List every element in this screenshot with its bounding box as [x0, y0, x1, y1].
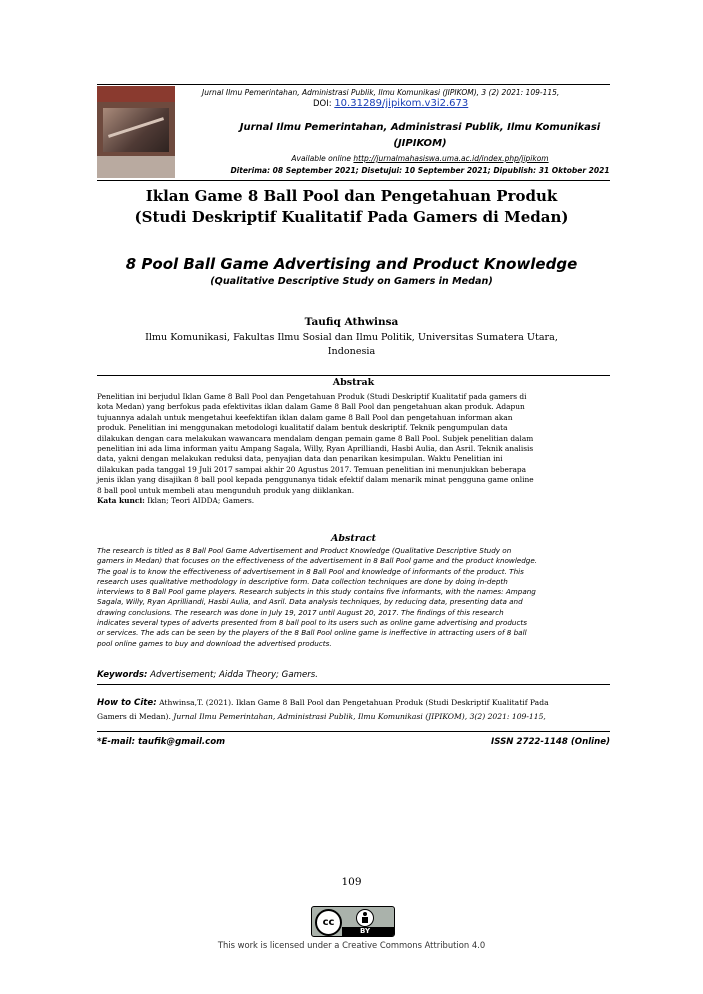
author-affiliation — [90, 331, 613, 359]
abstrak-line: dilakukan dengan cara melakukan wawancara mendalam dengan pemain game 8 Ball Pool. Subjek penelitian dalam — [97, 433, 534, 443]
available-online-line — [200, 154, 640, 164]
abstract-line: indicates several types of adverts presented from 8 ball pool to its users such as online game advertising and products — [97, 618, 527, 628]
how-to-cite-journal: Jurnal Ilmu Pemerintahan, Administrasi Publik, Ilmu Komunikasi (JIPIKOM), 3(2) 2021: 109-115, — [173, 712, 546, 721]
cite-rule — [97, 731, 610, 732]
abstract-keywords — [97, 670, 610, 680]
abstrak-heading: Abstrak — [332, 377, 375, 388]
abstrak-line: Penelitian ini berjudul Iklan Game 8 Ball Pool dan Pengetahuan Produk (Studi Deskriptif Kualitatif pada gamers di — [97, 392, 527, 401]
journal-title-line2: (JIPIKOM) — [393, 138, 447, 149]
abstract-line: drawing conclusions. The research was done in July 19, 2017 until August 20, 2017. The findings of this research — [97, 607, 504, 617]
abstract-line: Sagala, Willy, Ryan Aprilliandi, Hasbi Aulia, and Asril. Data analysis techniques, by reducing data, presenting data and — [97, 597, 523, 607]
abstract-line: or services. The ads can be seen by the players of the 8 Ball Pool online game is ineffective in attracting users of 8 ball — [97, 628, 527, 638]
available-online-label: Available online — [291, 154, 352, 163]
abstract-rule-bottom — [97, 684, 610, 685]
by-label: BY — [360, 927, 371, 935]
abstract-keywords-label: Keywords: — [97, 670, 148, 680]
journal-title-line1: Jurnal Ilmu Pemerintahan, Administrasi Publik, Ilmu Komunikasi — [239, 122, 601, 133]
title-indonesian-line2: (Studi Deskriptif Kualitatif Pada Gamers di Medan) — [134, 208, 569, 226]
abstract-heading: Abstract — [330, 533, 377, 544]
doi-link[interactable]: 10.31289/jipikom.v3i2.673 — [334, 98, 469, 109]
how-to-cite-text1: Athwinsa,T. (2021). Iklan Game 8 Ball Pool dan Pengetahuan Produk (Studi Deskriptif Kualitatif Pada — [156, 698, 549, 707]
subtitle-english: (Qualitative Descriptive Study on Gamers in Medan) — [210, 276, 493, 287]
affiliation-line1: Ilmu Komunikasi, Fakultas Ilmu Sosial dan Ilmu Politik, Universitas Sumatera Utara, — [145, 332, 558, 343]
affiliation-line2: Indonesia — [327, 346, 376, 357]
doi-label: DOI: — [313, 99, 332, 109]
how-to-cite-text2: Gamers di Medan). — [97, 712, 174, 721]
abstrak-line: tujuannya adalah untuk mengetahui keefektifan iklan dalam game 8 Ball Pool dan pengetahuan informan akan — [97, 412, 513, 422]
attribution-person-icon — [356, 909, 374, 927]
abstrak-line: penelitian ini ada lima informan yaitu Ampang Sagala, Willy, Ryan Aprilliandi, Hasbi Aulia, dan Asril. Teknik analisis — [97, 444, 534, 454]
cc-logo-text: cc — [322, 917, 335, 928]
how-to-cite-label: How to Cite: — [97, 698, 157, 708]
abstrak-line: data, yakni dengan melakukan reduksi data, penyajian data dan penarikan kesimpulan. Waktu Penelitian ini — [97, 454, 503, 464]
header-rule-top — [97, 84, 610, 85]
abstract-line: interviews to 8 Ball Pool game players. Research subjects in this study contains five informants, with the names: Ampang — [97, 587, 536, 597]
abstrak-body — [97, 392, 610, 506]
how-to-cite-line1 — [97, 696, 610, 710]
author-name: Taufiq Athwinsa — [304, 316, 399, 328]
abstrak-keywords-label: Kata kunci: — [97, 496, 145, 506]
submission-dates: Diterima: 08 September 2021; Disetujui: 10 September 2021; Dipublish: 31 Oktober 2021 — [230, 166, 610, 175]
page-number: 109 — [341, 876, 362, 888]
abstrak-line: dilakukan pada tanggal 19 Juli 2017 sampai akhir 20 Agustus 2017. Temuan penelitian ini menunjukkan beberapa — [97, 464, 526, 474]
abstract-line: pool online games to buy and download the advertised products. — [97, 638, 332, 648]
abstrak-keywords — [97, 496, 610, 506]
abstract-line: research uses qualitative methodology in descriptive form. Data collection techniques are done by doing in-depth — [97, 576, 508, 586]
journal-cover-image — [97, 86, 175, 178]
abstract-line: The research is titled as 8 Ball Pool Game Advertisement and Product Knowledge (Qualitative Descriptive Study on — [97, 546, 512, 555]
title-english: 8 Pool Ball Game Advertising and Product Knowledge — [125, 255, 578, 273]
header-rule-bottom — [97, 180, 610, 181]
by-label-strip — [342, 927, 394, 936]
author-email: *E-mail: taufik@gmail.com — [97, 737, 226, 747]
journal-citation-line: Jurnal Ilmu Pemerintahan, Administrasi Publik, Ilmu Komunikasi (JIPIKOM), 3 (2) 2021: 109-115, — [202, 88, 560, 97]
journal-url-link[interactable]: http://jurnalmahasiswa.uma.ac.id/index.php/jipikom — [353, 154, 549, 163]
abstrak-rule-top — [97, 375, 610, 376]
license-text: This work is licensed under a Creative Commons Attribution 4.0 — [217, 940, 486, 950]
abstract-body — [97, 546, 610, 649]
journal-title — [200, 120, 640, 152]
cc-logo-icon — [315, 909, 342, 936]
abstrak-line: 8 ball pool untuk membeli atau mengunduh produk yang diiklankan. — [97, 485, 355, 495]
doi-line — [313, 99, 468, 109]
abstrak-line: jenis iklan yang disajikan 8 ball pool kepada penggunanya tidak efektif dalam menarik minat pengguna game online — [97, 475, 534, 485]
title-indonesian-line1: Iklan Game 8 Ball Pool dan Pengetahuan Produk — [145, 187, 558, 205]
abstract-keywords-values: Advertisement; Aidda Theory; Gamers. — [147, 670, 318, 680]
cc-by-license-badge[interactable] — [311, 906, 395, 937]
title-indonesian — [80, 186, 623, 228]
issn: ISSN 2722-1148 (Online) — [491, 737, 610, 747]
how-to-cite-line2 — [97, 710, 610, 723]
abstract-line: The goal is to know the effectiveness of advertisement in 8 Ball Pool and knowledge of informants of the product. This — [97, 566, 524, 576]
abstract-line: gamers in Medan) that focuses on the effectiveness of the advertisement in 8 Ball Pool game and the product knowledge. — [97, 556, 538, 566]
how-to-cite — [97, 696, 610, 723]
abstrak-keywords-values: Iklan; Teori AIDDA; Gamers. — [144, 496, 255, 506]
abstrak-line: produk. Penelitian ini menggunakan metodologi kualitatif dalam bentuk deskriptif. Teknik pengumpulan data — [97, 423, 508, 433]
abstrak-line: kota Medan) yang berfokus pada efektivitas iklan dalam Game 8 Ball Pool dan pengetahuan akan produk. Adapun — [97, 402, 525, 412]
